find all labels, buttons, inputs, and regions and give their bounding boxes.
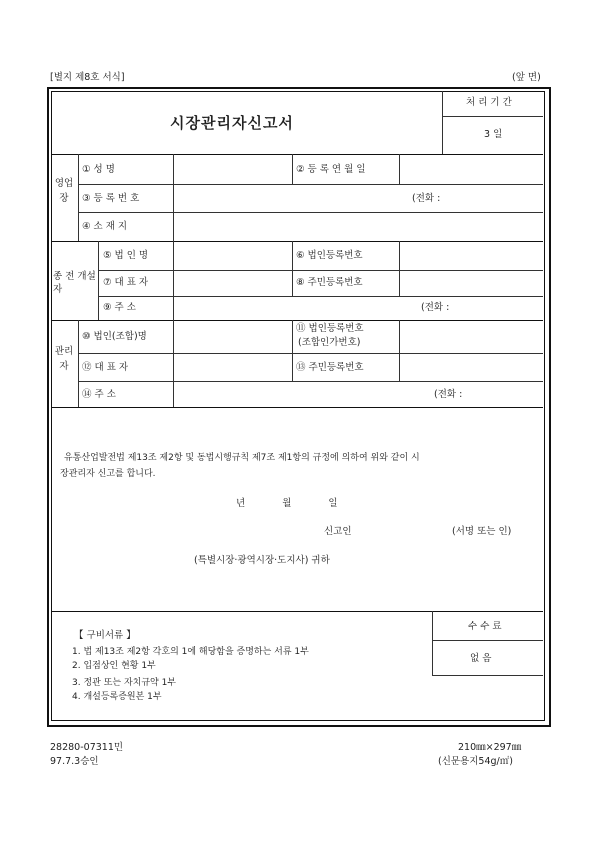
manager-union-approval-label: (조합인가번호) (298, 337, 361, 348)
manager-corp-name-label: ⑩ 법인(조합)명 (82, 331, 147, 342)
previous-corp-name-label: ⑤ 법 인 명 (103, 250, 149, 261)
form-number: [별지 제8호 서식] (50, 72, 125, 83)
document-item: 4. 개설등록증원본 1부 (72, 692, 162, 702)
reporter-label: 신고인 (324, 526, 352, 537)
documents-title: 【 구비서류 】 (74, 630, 136, 641)
manager-address-label: ⑭ 주 소 (82, 389, 116, 400)
business-reg-no-label: ③ 등 록 번 호 (82, 193, 140, 204)
group-manager-label: 관리자 (54, 346, 74, 372)
statement-line-1: 유통산업발전법 제13조 제2항 및 동법시행규칙 제7조 제1항의 규정에 의하여 위와 같이 시 (64, 453, 420, 463)
processing-period-label: 처 리 기 간 (466, 97, 512, 108)
statement-line-2: 장관리자 신고를 합니다. (60, 469, 156, 479)
previous-rep-label: ⑦ 대 표 자 (103, 277, 149, 288)
page-side-label: (앞 면) (512, 72, 541, 83)
business-name-label: ① 성 명 (82, 164, 115, 175)
group-business-label: 영업장 (54, 178, 74, 204)
signature-label: (서명 또는 인) (452, 526, 512, 537)
document-item: 1. 법 제13조 제2항 각호의 1에 해당함을 증명하는 서류 1부 (72, 647, 309, 657)
previous-resident-label: ⑧ 주민등록번호 (296, 277, 363, 288)
previous-address-label: ⑨ 주 소 (103, 302, 136, 313)
processing-period-value: 3 일 (484, 129, 503, 140)
previous-phone-label: (전화 : (421, 302, 450, 313)
fee-label: 수 수 료 (468, 621, 502, 632)
previous-corp-reg-label: ⑥ 법인등록번호 (296, 250, 363, 261)
manager-corp-reg-label: ⑪ 법인등록번호 (296, 323, 364, 334)
footer-size: 210㎜×297㎜ (458, 742, 522, 753)
footer-paper: (신문용지54g/㎡) (438, 756, 513, 767)
fee-value: 없 음 (470, 653, 492, 664)
business-reg-date-label: ② 등 록 연 월 일 (296, 164, 366, 175)
footer-approval: 97.7.3승인 (50, 756, 99, 767)
document-item: 3. 정관 또는 자치규약 1부 (72, 678, 177, 688)
manager-rep-label: ⑫ 대 표 자 (82, 362, 129, 373)
addressee-label: (특별시장·광역시장·도지사) 귀하 (194, 555, 330, 566)
business-address-label: ④ 소 재 지 (82, 221, 128, 232)
group-previous-label: 종 전 개설자 (53, 271, 96, 295)
statement-date: 년 월 일 (236, 498, 338, 509)
document-item: 2. 입점상인 현황 1부 (72, 661, 156, 671)
business-phone-label: (전화 : (412, 193, 441, 204)
form-title: 시장관리자신고서 (170, 114, 294, 132)
manager-resident-label: ⑬ 주민등록번호 (296, 362, 364, 373)
manager-phone-label: (전화 : (434, 389, 463, 400)
footer-code: 28280-07311민 (50, 742, 124, 753)
